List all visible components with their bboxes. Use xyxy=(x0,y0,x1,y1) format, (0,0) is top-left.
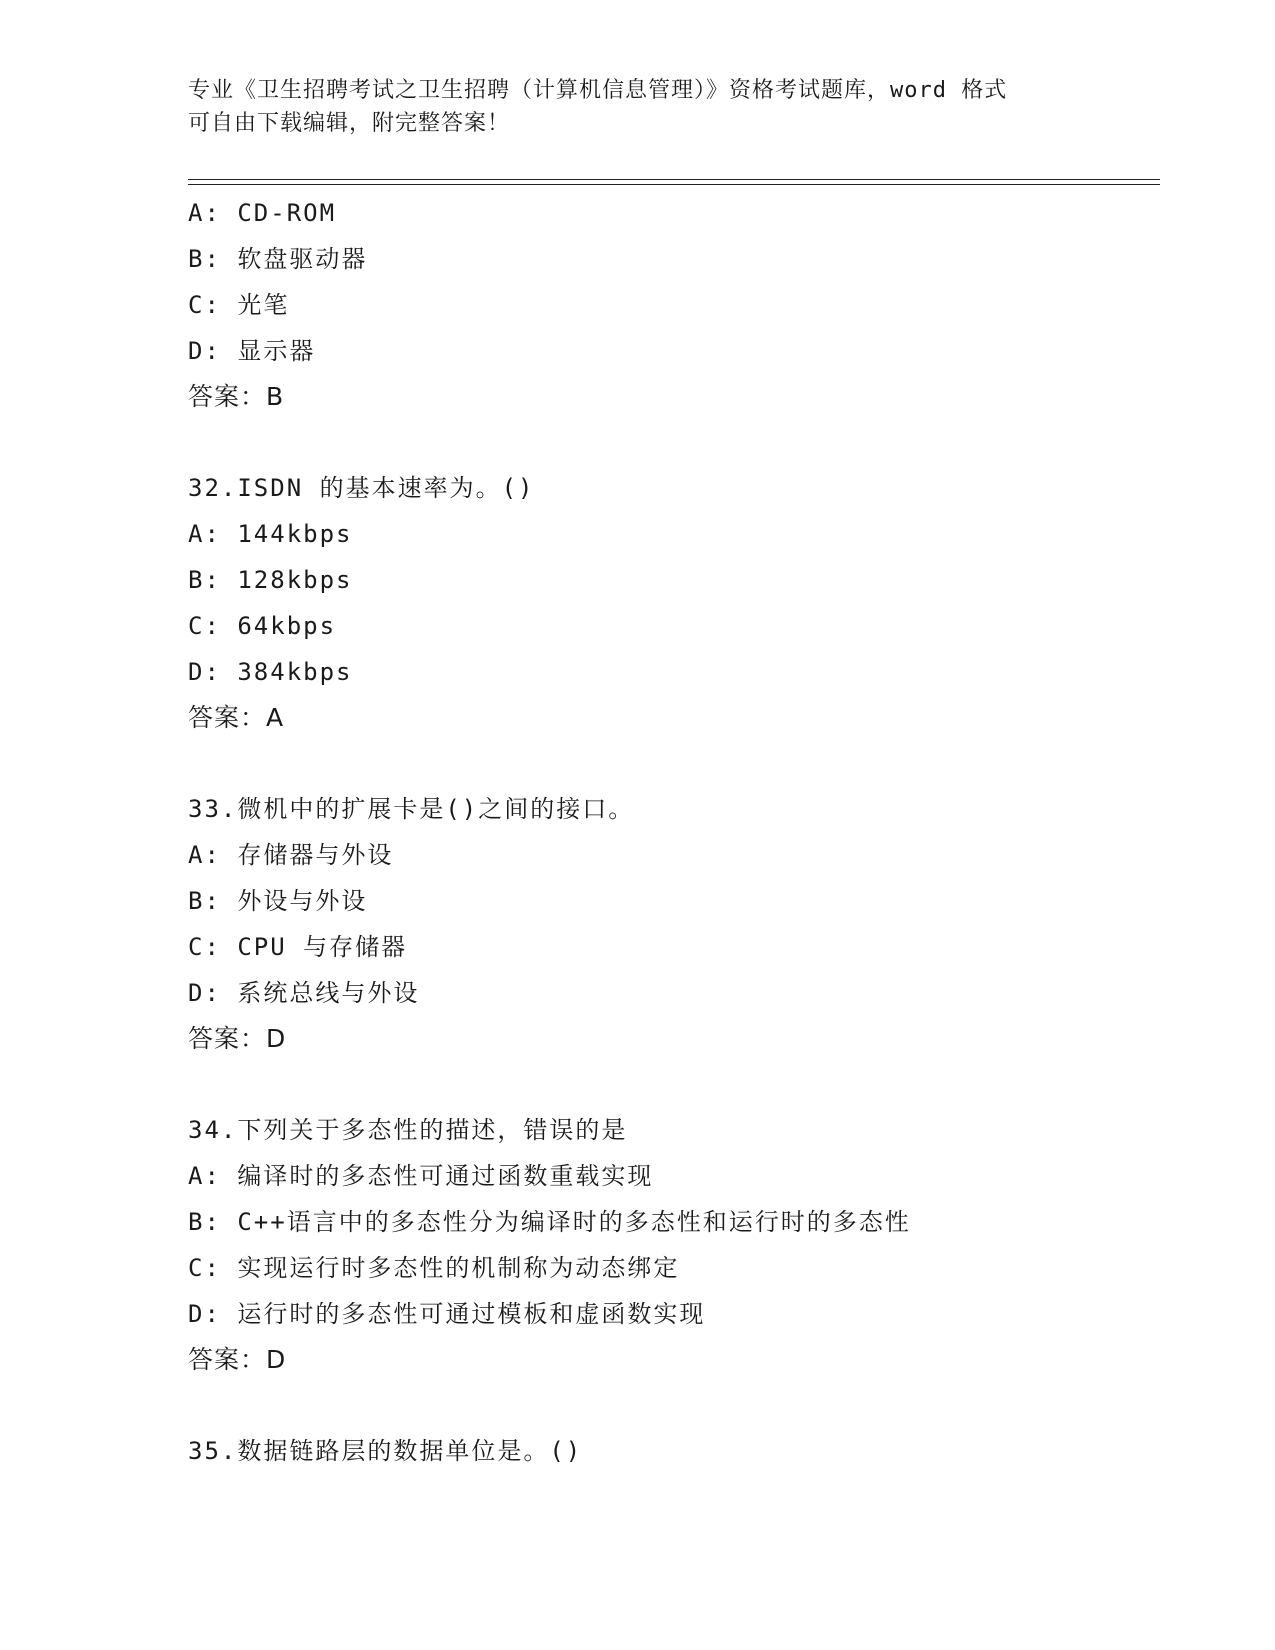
option-c: C: 实现运行时多态性的机制称为动态绑定 xyxy=(188,1254,680,1282)
option-c: C: 光笔 xyxy=(188,291,290,319)
option-b: B: 软盘驱动器 xyxy=(188,245,368,273)
option-a: A: CD-ROM xyxy=(188,199,337,227)
question-34 xyxy=(188,1107,1168,1383)
question-text: 32.ISDN 的基本速率为。() xyxy=(188,474,535,502)
option-d: D: 显示器 xyxy=(188,337,316,365)
header-divider-top xyxy=(188,179,1160,180)
option-b: B: 外设与外设 xyxy=(188,887,368,915)
option-b: B: C++语言中的多态性分为编译时的多态性和运行时的多态性 xyxy=(188,1208,911,1236)
answer: 答案：D xyxy=(188,1345,287,1374)
option-a: A: 编译时的多态性可通过函数重载实现 xyxy=(188,1162,654,1190)
question-31 xyxy=(188,190,1168,420)
question-text: 35.数据链路层的数据单位是。() xyxy=(188,1437,583,1465)
header-line-1: 专业《卫生招聘考试之卫生招聘（计算机信息管理）》资格考试题库，word 格式 xyxy=(188,78,1008,103)
option-a: A: 存储器与外设 xyxy=(188,841,394,869)
option-c: C: 64kbps xyxy=(188,612,337,640)
answer: 答案：A xyxy=(188,703,285,732)
header-divider-bottom xyxy=(188,184,1160,185)
option-b: B: 128kbps xyxy=(188,566,353,594)
question-text: 34.下列关于多态性的描述，错误的是 xyxy=(188,1116,628,1144)
question-33 xyxy=(188,786,1168,1062)
option-d: D: 系统总线与外设 xyxy=(188,979,420,1007)
header-line-2: 可自由下载编辑，附完整答案！ xyxy=(188,111,511,136)
question-text: 33.微机中的扩展卡是()之间的接口。 xyxy=(188,795,635,823)
option-d: D: 384kbps xyxy=(188,658,353,686)
option-c: C: CPU 与存储器 xyxy=(188,933,408,961)
question-list xyxy=(188,190,1168,1474)
option-d: D: 运行时的多态性可通过模板和虚函数实现 xyxy=(188,1300,706,1328)
question-32 xyxy=(188,465,1168,741)
answer: 答案：D xyxy=(188,1024,287,1053)
document-header xyxy=(188,74,1068,140)
answer: 答案：B xyxy=(188,382,285,411)
option-a: A: 144kbps xyxy=(188,520,353,548)
question-35 xyxy=(188,1428,1168,1474)
